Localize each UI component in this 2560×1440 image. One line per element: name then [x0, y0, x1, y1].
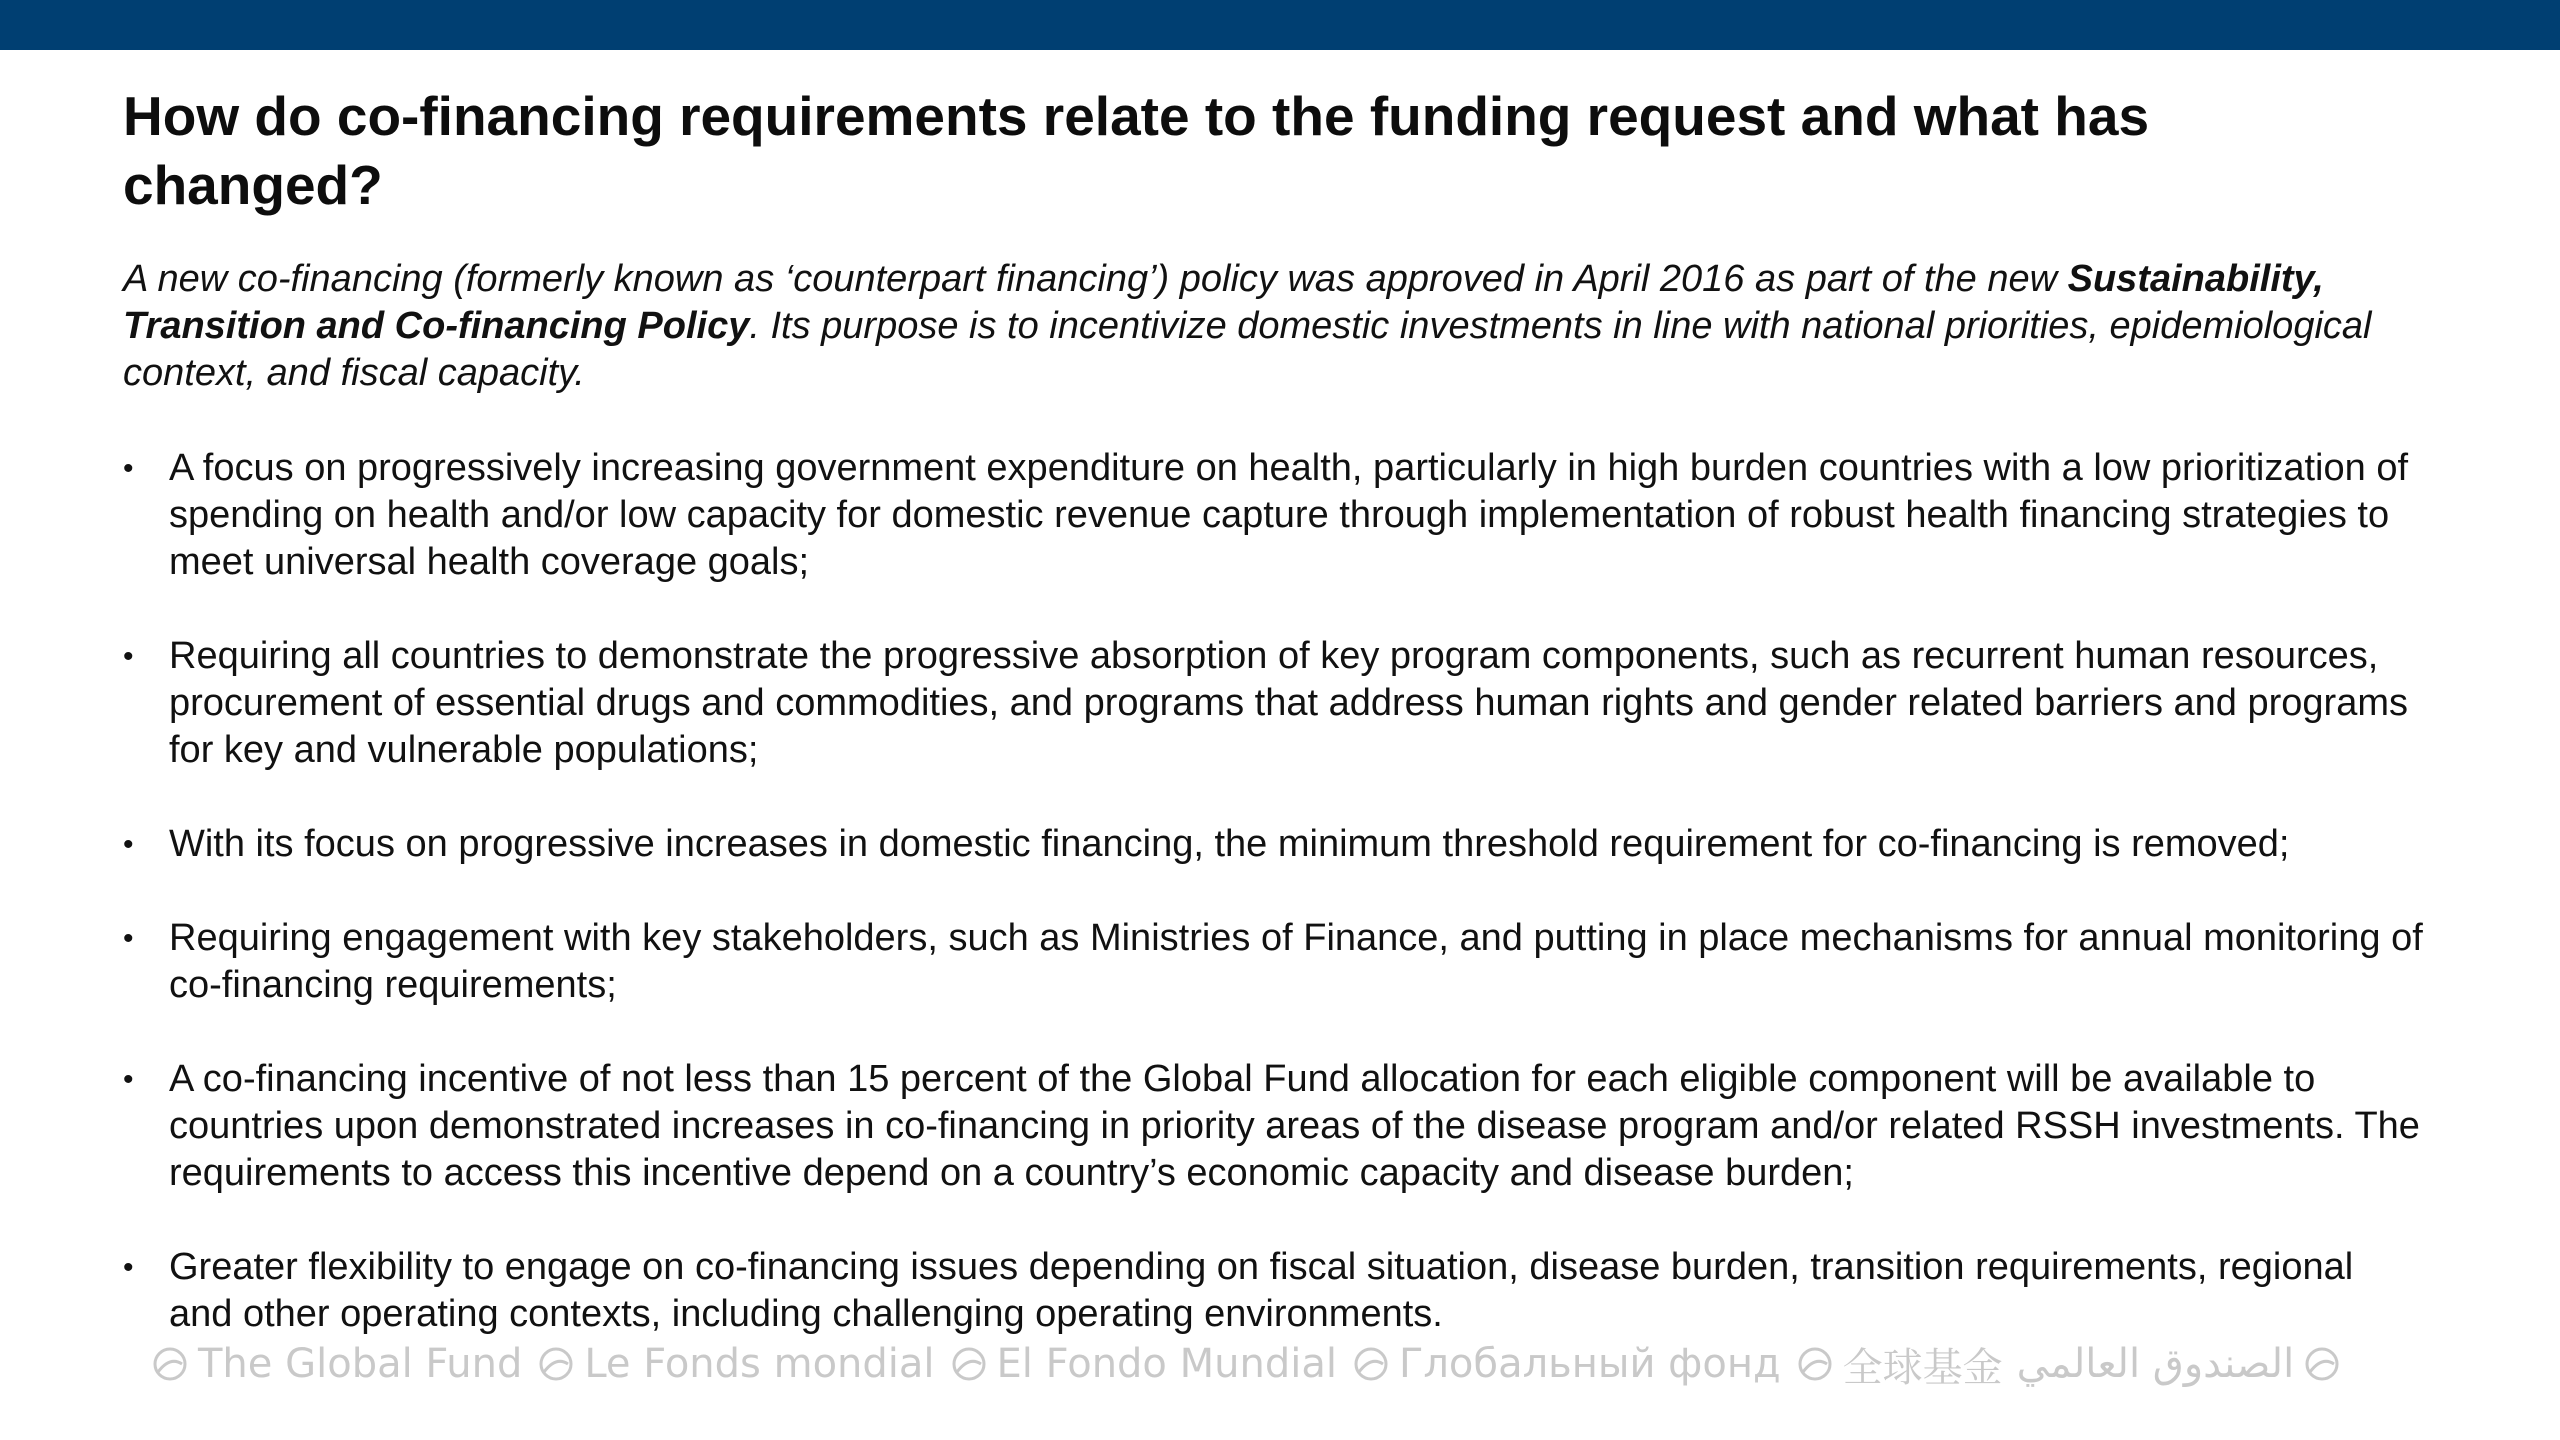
bullet-dot: • [123, 828, 134, 861]
wordmark-text: El Fondo Mundial [996, 1341, 1337, 1387]
bullet-item [123, 915, 2423, 1009]
bullet-dot: • [123, 452, 134, 485]
bullet-text: A co-financing incentive of not less than 15 percent of the Global Fund allocation for each eligible component will be available to countries upon demonstrated increases in co-financing in priority areas of the disease program and/or related RSSH investments. The requirements to access this incentive depend on a country’s economic capacity and disease burden; [169, 1058, 2420, 1194]
global-fund-swirl-icon [536, 1344, 576, 1384]
bullet-item [123, 821, 2423, 868]
bullet-dot: • [123, 922, 134, 955]
bullet-item [123, 1056, 2423, 1197]
global-fund-swirl-icon [1795, 1344, 1835, 1384]
bullet-list [123, 445, 2423, 1385]
bullet-item [123, 445, 2423, 586]
bullet-item [123, 1244, 2423, 1338]
global-fund-swirl-icon [150, 1344, 190, 1384]
intro-text-part-2: . Its purpose is to incentivize domestic investments in line with national priorities, epidemiological context, and fiscal capacity. [123, 305, 2372, 394]
wordmark-text: Глобальный фонд [1398, 1341, 1781, 1387]
wordmark-spanish [949, 1341, 1337, 1387]
wordmark-text: Le Fonds mondial [584, 1341, 935, 1387]
bullet-text: A focus on progressively increasing government expenditure on health, particularly in high burden countries with a low prioritization of spending on health and/or low capacity for domestic revenue capture through implementation of robust health financing strategies to meet universal health coverage goals; [169, 447, 2409, 583]
wordmark-english [150, 1341, 522, 1387]
global-fund-swirl-icon [1351, 1344, 1391, 1384]
global-fund-swirl-icon [949, 1344, 989, 1384]
bullet-text: With its focus on progressive increases in domestic financing, the minimum threshold requirement for co-financing is removed; [169, 823, 2290, 865]
intro-text-part-1: A new co-financing (formerly known as ‘counterpart financing’) policy was approved in April 2016 as part of the new [123, 258, 2068, 300]
bullet-text: Requiring engagement with key stakeholders, such as Ministries of Finance, and putting in place mechanisms for annual monitoring of co-financing requirements; [169, 917, 2423, 1006]
wordmark-arabic [2017, 1341, 2343, 1387]
top-banner-bar [0, 0, 2560, 50]
global-fund-swirl-icon [2302, 1344, 2342, 1384]
wordmark-text: الصندوق العالمي [2016, 1341, 2295, 1387]
slide-title: How do co-financing requirements relate to the funding request and what has changed? [123, 85, 2150, 216]
bullet-dot: • [123, 640, 134, 673]
intro-paragraph [123, 256, 2423, 397]
policy-name: Sustainability, Transition and Co-financing Policy [123, 258, 2324, 347]
wordmark-russian [1351, 1341, 1781, 1387]
global-fund-multilingual-wordmark [150, 1334, 2300, 1394]
wordmark-french [536, 1341, 934, 1387]
bullet-dot: • [123, 1251, 134, 1284]
bullet-text: Greater flexibility to engage on co-financing issues depending on fiscal situation, disease burden, transition requirements, regional and other operating contexts, including challenging operating environments. [169, 1246, 2354, 1335]
bullet-dot: • [123, 1063, 134, 1096]
wordmark-text: The Global Fund [198, 1341, 523, 1387]
wordmark-text: 全球基金 [1842, 1344, 2003, 1391]
bullet-item [123, 633, 2423, 774]
wordmark-chinese [1795, 1336, 2003, 1393]
bullet-text: Requiring all countries to demonstrate the progressive absorption of key program components, such as recurrent human resources, procurement of essential drugs and commodities, and programs that address human rights and gender related barriers and programs for key and vulnerable populations; [169, 635, 2408, 771]
